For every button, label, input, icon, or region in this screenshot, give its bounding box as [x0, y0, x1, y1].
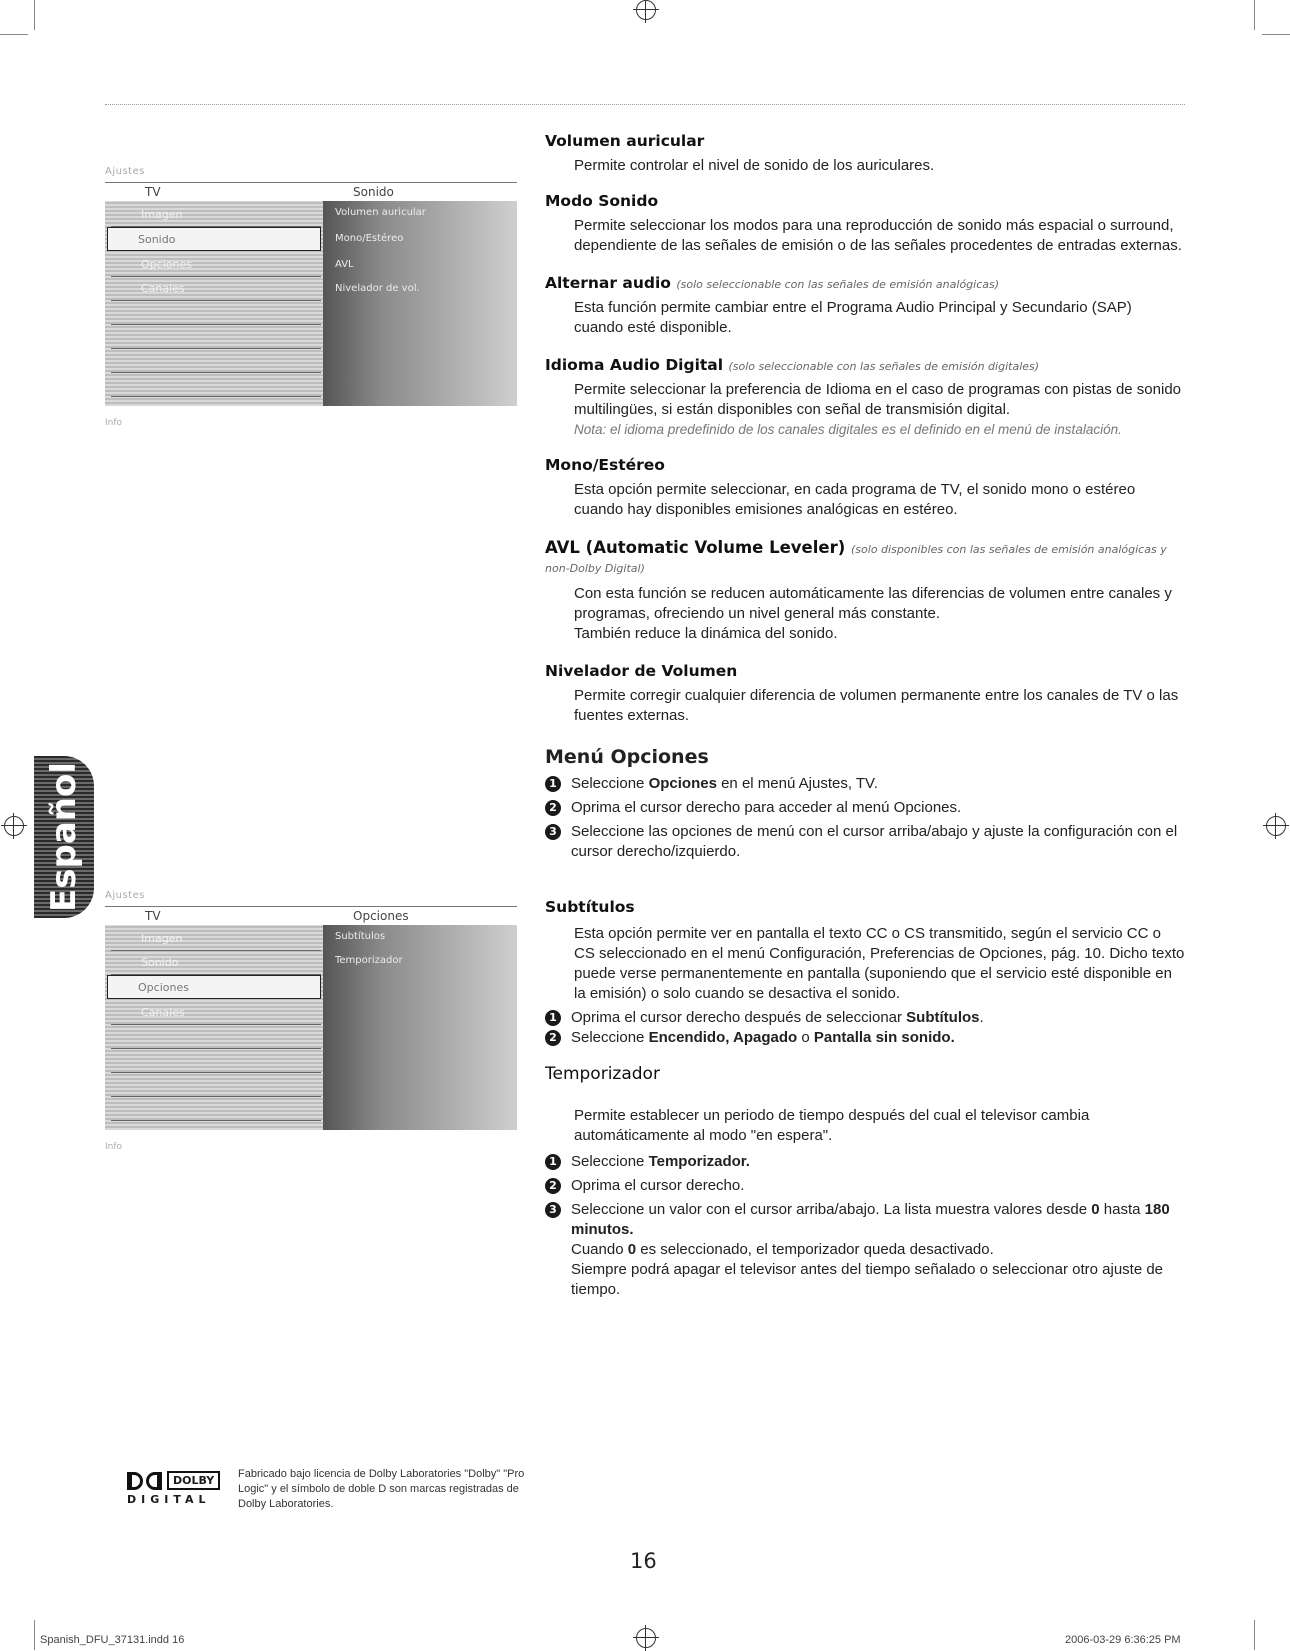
dolby-logo-word: DOLBY	[167, 1471, 220, 1490]
heading-text: Idioma Audio Digital	[545, 356, 724, 374]
menu-subitem[interactable]: Temporizador	[335, 955, 403, 966]
step-number: 1	[545, 1154, 561, 1170]
section-text-temporizador: Permite establecer un periodo de tiempo después del cual el televisor cambia automáticamente al modo "en espera".	[574, 1107, 1090, 1144]
step-item	[545, 774, 1185, 794]
step-text: en el menú Ajustes, TV.	[716, 775, 878, 792]
menu-left-header: TV	[145, 185, 161, 199]
menu-item-sonido[interactable]: Sonido	[111, 951, 321, 975]
menu-header	[105, 907, 517, 925]
section-title-subtitulos: Subtítulos	[545, 898, 635, 916]
step-bold: Encendido, Apagado	[648, 1029, 798, 1046]
heading-note: (solo seleccionable con las señales de emisión digitales)	[728, 360, 1040, 373]
menu-breadcrumb: Ajustes	[105, 890, 517, 907]
section-title-mono: Mono/Estéreo	[545, 456, 665, 474]
section-title-idioma	[545, 356, 1185, 374]
step-item	[545, 1152, 1185, 1172]
menu-item-opciones[interactable]: Opciones	[107, 975, 321, 999]
menu-item-empty	[111, 325, 321, 349]
section-text-alternar: Esta función permite cambiar entre el Programa Audio Principal y Secundario (SAP) cuando esté disponible.	[574, 299, 1132, 336]
menu-subitem[interactable]: Subtítulos	[335, 931, 386, 942]
content-column	[545, 132, 1185, 1300]
step-item	[545, 1028, 1185, 1048]
dolby-license-text: Fabricado bajo licencia de Dolby Laboratories "Dolby" "Pro Logic" y el símbolo de doble D son marcas registradas de Dolby Laboratories.	[238, 1468, 525, 1510]
section-title-temporizador: Temporizador	[545, 1064, 660, 1084]
menu-item-imagen[interactable]: Imagen	[111, 203, 321, 227]
step-text: Cuando	[571, 1241, 628, 1258]
step-text: Seleccione	[571, 1029, 649, 1046]
step-number: 2	[545, 1178, 561, 1194]
menu-item-canales[interactable]: Canales	[111, 277, 321, 301]
menu-subitem[interactable]: Nivelador de vol.	[335, 283, 420, 294]
step-text: Seleccione un valor con el cursor arriba/abajo. La lista muestra valores desde	[571, 1201, 1092, 1218]
menu-header	[105, 183, 517, 201]
section-title-volumen: Volumen auricular	[545, 132, 705, 150]
top-divider	[105, 104, 1185, 105]
section-title-modo: Modo Sonido	[545, 192, 659, 210]
step-text: Siempre podrá apagar el televisor antes del tiempo señalado o seleccionar otro ajuste de tiempo.	[571, 1261, 1164, 1298]
step-bold: 180 minutos.	[571, 1201, 1170, 1238]
menu-item-sonido[interactable]: Sonido	[107, 227, 321, 251]
section-title-alternar	[545, 274, 1185, 292]
step-number: 3	[545, 1202, 561, 1218]
heading-note: (solo seleccionable con las señales de emisión analógicas)	[676, 278, 1000, 291]
menu-right-panel	[323, 201, 517, 406]
section-text-mono: Esta opción permite seleccionar, en cada programa de TV, el sonido mono o estéreo cuando hay disponibles emisiones analógicas en estéreo.	[574, 481, 1136, 518]
step-text: Oprima el cursor derecho después de seleccionar	[571, 1009, 907, 1026]
step-bold: Temporizador.	[648, 1153, 750, 1170]
double-d-icon	[127, 1472, 165, 1490]
menu-item-empty	[111, 1049, 321, 1073]
step-text: Seleccione	[571, 775, 649, 792]
section-text-volumen: Permite controlar el nivel de sonido de los auriculares.	[574, 157, 935, 174]
step-text: Oprima el cursor derecho.	[571, 1177, 745, 1194]
step-bold: 0	[627, 1241, 637, 1258]
language-side-tab	[34, 756, 94, 918]
step-number: 2	[545, 800, 561, 816]
heading-text: AVL (Automatic Volume Leveler)	[545, 538, 846, 557]
step-number: 1	[545, 776, 561, 792]
step-bold: Subtítulos	[906, 1009, 980, 1026]
step-item	[545, 1200, 1185, 1300]
section-title-opciones: Menú Opciones	[545, 746, 709, 768]
menu-left-list	[105, 925, 323, 1130]
crop-mark	[1262, 34, 1290, 35]
heading-note: (solo disponibles con las señales de emisión analógicas y non-Dolby Digital)	[545, 543, 1167, 575]
crop-mark	[0, 34, 28, 35]
heading-text: Alternar audio	[545, 274, 671, 292]
menu-right-header: Sonido	[353, 185, 394, 199]
dolby-digital-logo	[127, 1470, 220, 1506]
step-bold: Opciones	[648, 775, 717, 792]
step-text: .	[979, 1009, 984, 1026]
section-text-idioma: Permite seleccionar la preferencia de Idioma en el caso de programas con pistas de sonido multilingües, si están disponibles con señal de transmisión digital.	[574, 381, 1182, 418]
print-timestamp: 2006-03-29 6:36:25 PM	[1065, 1634, 1181, 1646]
step-text: hasta	[1099, 1201, 1145, 1218]
crop-mark	[34, 0, 35, 30]
section-title-nivelador: Nivelador de Volumen	[545, 662, 738, 680]
menu-item-empty	[111, 373, 321, 397]
section-text-avl: Con esta función se reducen automáticamente las diferencias de volumen entre canales y programas, ofreciendo un nivel general más constante.	[574, 585, 1172, 622]
step-bold: Pantalla sin sonido.	[813, 1029, 955, 1046]
page-number: 16	[630, 1549, 657, 1573]
step-number: 2	[545, 1030, 561, 1046]
step-text: Oprima el cursor derecho para acceder al menú Opciones.	[571, 799, 962, 816]
registration-mark-icon	[636, 1628, 656, 1648]
menu-screenshot-sonido	[105, 166, 517, 428]
dolby-logo-digital: DIGITAL	[127, 1493, 211, 1506]
crop-mark	[1254, 0, 1255, 30]
step-text: Seleccione	[571, 1153, 649, 1170]
crop-mark	[1254, 1620, 1255, 1650]
registration-mark-icon	[4, 816, 24, 836]
file-slug: Spanish_DFU_37131.indd 16	[40, 1634, 185, 1646]
section-title-avl	[545, 538, 1185, 576]
menu-breadcrumb: Ajustes	[105, 166, 517, 183]
registration-mark-icon	[636, 0, 656, 20]
step-number: 3	[545, 824, 561, 840]
step-item	[545, 822, 1185, 862]
menu-right-header: Opciones	[353, 909, 409, 923]
step-text: es seleccionado, el temporizador queda desactivado.	[636, 1241, 994, 1258]
menu-item-empty	[111, 1025, 321, 1049]
menu-screenshot-opciones	[105, 890, 517, 1152]
crop-mark	[34, 1620, 35, 1650]
step-bold: 0	[1091, 1201, 1100, 1218]
step-text: Seleccione las opciones de menú con el cursor arriba/abajo y ajuste la configuración con el cursor derecho/izquierdo.	[571, 823, 1178, 860]
section-text-nivelador: Permite corregir cualquier diferencia de volumen permanente entre los canales de TV o las fuentes externas.	[574, 687, 1179, 724]
step-item	[545, 1176, 1185, 1196]
menu-left-header: TV	[145, 909, 161, 923]
step-item	[545, 1008, 1185, 1028]
menu-left-list	[105, 201, 323, 406]
menu-body	[105, 201, 517, 406]
section-text-modo: Permite seleccionar los modos para una reproducción de sonido más espacial o surround, dependiente de las señales de emisión o de las señales procedentes de entradas externas.	[574, 217, 1182, 254]
menu-info-label: Info	[105, 418, 123, 428]
menu-item-opciones[interactable]: Opciones	[111, 253, 321, 277]
section-text-avl-2: También reduce la dinámica del sonido.	[574, 625, 838, 642]
menu-body	[105, 925, 517, 1130]
section-text-subtitulos: Esta opción permite ver en pantalla el texto CC o CS transmitido, según el servicio CC o CS seleccionado en el menú Configuración, Preferencias de Opciones, pág. 10. Dicho texto puede verse permanentemente en pantalla (suponiendo que el servicio esté disponible en la emisión) o solo cuando se desactiva el sonido.	[574, 925, 1185, 1002]
menu-item-imagen[interactable]: Imagen	[111, 927, 321, 951]
menu-subitem[interactable]: Volumen auricular	[335, 207, 426, 218]
menu-item-empty	[111, 301, 321, 325]
step-number: 1	[545, 1010, 561, 1026]
menu-subitem[interactable]: Mono/Estéreo	[335, 233, 404, 244]
language-tab-label: Español	[44, 762, 84, 912]
section-note-idioma: Nota: el idioma predefinido de los canales digitales es el definido en el menú de instalación.	[574, 422, 1122, 437]
menu-item-empty	[111, 349, 321, 373]
menu-subitem[interactable]: AVL	[335, 259, 354, 270]
registration-mark-icon	[1266, 816, 1286, 836]
menu-item-empty	[111, 1097, 321, 1121]
step-text: o	[797, 1029, 814, 1046]
menu-item-empty	[111, 1073, 321, 1097]
menu-info-label: Info	[105, 1142, 123, 1152]
step-item	[545, 798, 1185, 818]
menu-item-canales[interactable]: Canales	[111, 1001, 321, 1025]
menu-right-panel	[323, 925, 517, 1130]
